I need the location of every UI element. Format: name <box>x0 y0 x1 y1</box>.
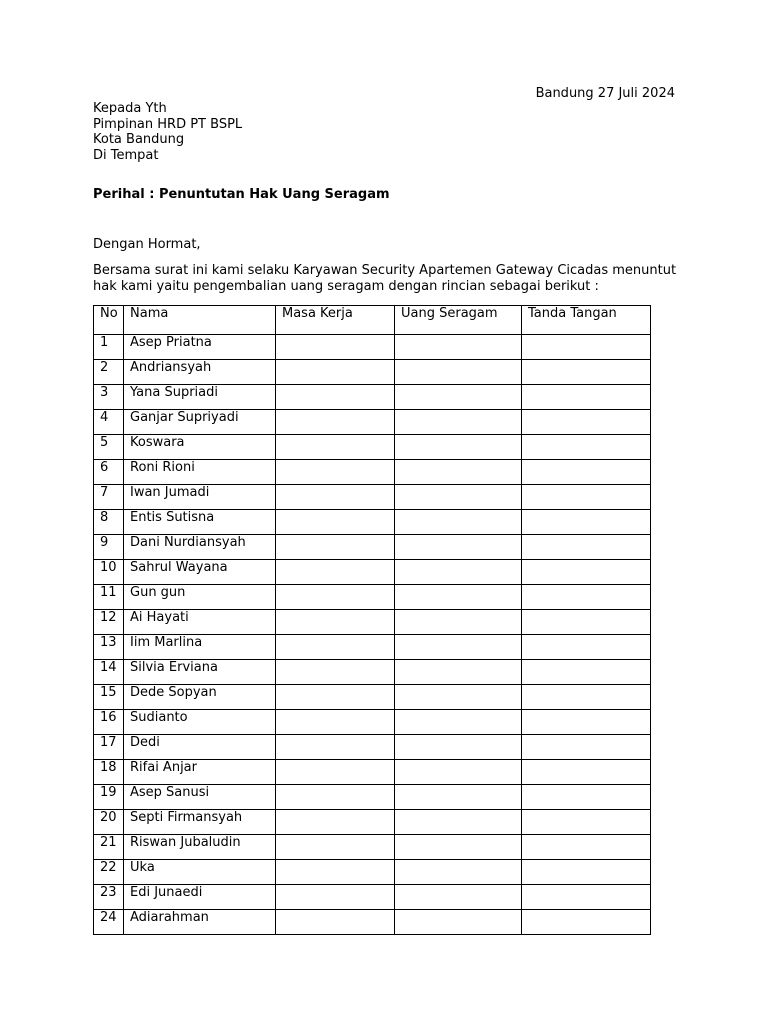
cell-uang-seragam[interactable] <box>395 610 522 635</box>
table-row <box>94 460 651 485</box>
cell-uang-seragam[interactable] <box>395 460 522 485</box>
cell-uang-seragam[interactable] <box>395 710 522 735</box>
row-name: Asep Sanusi <box>124 785 276 810</box>
header-uang-seragam: Uang Seragam <box>395 306 522 335</box>
recipient-line: Kepada Yth <box>93 101 167 116</box>
cell-uang-seragam[interactable] <box>395 360 522 385</box>
table-row <box>94 335 651 360</box>
cell-masa-kerja[interactable] <box>276 460 395 485</box>
row-number: 12 <box>94 610 124 635</box>
row-number: 7 <box>94 485 124 510</box>
cell-tanda-tangan[interactable] <box>522 560 651 585</box>
cell-masa-kerja[interactable] <box>276 660 395 685</box>
row-name: Ai Hayati <box>124 610 276 635</box>
cell-uang-seragam[interactable] <box>395 735 522 760</box>
table-row <box>94 585 651 610</box>
cell-masa-kerja[interactable] <box>276 585 395 610</box>
table-row <box>94 560 651 585</box>
cell-tanda-tangan[interactable] <box>522 635 651 660</box>
cell-uang-seragam[interactable] <box>395 635 522 660</box>
cell-masa-kerja[interactable] <box>276 335 395 360</box>
row-number: 11 <box>94 585 124 610</box>
cell-tanda-tangan[interactable] <box>522 660 651 685</box>
cell-tanda-tangan[interactable] <box>522 510 651 535</box>
row-name: Dani Nurdiansyah <box>124 535 276 560</box>
table-row <box>94 810 651 835</box>
row-name: Dede Sopyan <box>124 685 276 710</box>
table-row <box>94 635 651 660</box>
cell-masa-kerja[interactable] <box>276 860 395 885</box>
table-row <box>94 485 651 510</box>
row-name: Dedi <box>124 735 276 760</box>
cell-masa-kerja[interactable] <box>276 560 395 585</box>
cell-masa-kerja[interactable] <box>276 910 395 935</box>
cell-tanda-tangan[interactable] <box>522 410 651 435</box>
row-name: Silvia Erviana <box>124 660 276 685</box>
cell-masa-kerja[interactable] <box>276 785 395 810</box>
cell-tanda-tangan[interactable] <box>522 860 651 885</box>
cell-tanda-tangan[interactable] <box>522 835 651 860</box>
row-name: Entis Sutisna <box>124 510 276 535</box>
row-number: 15 <box>94 685 124 710</box>
letter-subject: Perihal : Penuntutan Hak Uang Seragam <box>93 187 390 202</box>
table-row <box>94 410 651 435</box>
cell-tanda-tangan[interactable] <box>522 760 651 785</box>
cell-uang-seragam[interactable] <box>395 760 522 785</box>
row-name: Edi Junaedi <box>124 885 276 910</box>
cell-uang-seragam[interactable] <box>395 685 522 710</box>
cell-tanda-tangan[interactable] <box>522 910 651 935</box>
letter-body: Bersama surat ini kami selaku Karyawan Security Apartemen Gateway Cicadas menuntut hak kami yaitu pengembalian uang seragam dengan rincian sebagai berikut : <box>93 263 677 294</box>
row-name: Sudianto <box>124 710 276 735</box>
table-row <box>94 760 651 785</box>
letter-date: Bandung 27 Juli 2024 <box>535 86 675 101</box>
cell-masa-kerja[interactable] <box>276 610 395 635</box>
header-tanda-tangan: Tanda Tangan <box>522 306 651 335</box>
row-number: 19 <box>94 785 124 810</box>
header-name: Nama <box>124 306 276 335</box>
cell-masa-kerja[interactable] <box>276 710 395 735</box>
row-name: Iwan Jumadi <box>124 485 276 510</box>
header-masa-kerja: Masa Kerja <box>276 306 395 335</box>
cell-masa-kerja[interactable] <box>276 685 395 710</box>
row-number: 23 <box>94 885 124 910</box>
cell-masa-kerja[interactable] <box>276 835 395 860</box>
table-row <box>94 910 651 935</box>
table-row <box>94 835 651 860</box>
recipient-line: Pimpinan HRD PT BSPL <box>93 116 243 132</box>
cell-uang-seragam[interactable] <box>395 560 522 585</box>
table-row <box>94 860 651 885</box>
row-number: 3 <box>94 385 124 410</box>
row-name: Roni Rioni <box>124 460 276 485</box>
cell-uang-seragam[interactable] <box>395 860 522 885</box>
row-number: 5 <box>94 435 124 460</box>
row-number: 4 <box>94 410 124 435</box>
row-name: Uka <box>124 860 276 885</box>
cell-masa-kerja[interactable] <box>276 410 395 435</box>
cell-tanda-tangan[interactable] <box>522 610 651 635</box>
cell-tanda-tangan[interactable] <box>522 535 651 560</box>
cell-uang-seragam[interactable] <box>395 535 522 560</box>
row-name: Septi Firmansyah <box>124 810 276 835</box>
cell-uang-seragam[interactable] <box>395 585 522 610</box>
cell-uang-seragam[interactable] <box>395 910 522 935</box>
cell-masa-kerja[interactable] <box>276 435 395 460</box>
cell-uang-seragam[interactable] <box>395 435 522 460</box>
cell-tanda-tangan[interactable] <box>522 710 651 735</box>
recipient-line: Di Tempat <box>93 147 159 163</box>
row-number: 16 <box>94 710 124 735</box>
row-name: Adiarahman <box>124 910 276 935</box>
cell-uang-seragam[interactable] <box>395 485 522 510</box>
row-name: Yana Supriadi <box>124 385 276 410</box>
cell-masa-kerja[interactable] <box>276 735 395 760</box>
row-number: 2 <box>94 360 124 385</box>
row-number: 22 <box>94 860 124 885</box>
cell-masa-kerja[interactable] <box>276 360 395 385</box>
letter-greeting: Dengan Hormat, <box>93 237 201 252</box>
cell-masa-kerja[interactable] <box>276 385 395 410</box>
employee-table <box>93 305 651 935</box>
row-number: 8 <box>94 510 124 535</box>
table-row <box>94 360 651 385</box>
row-number: 20 <box>94 810 124 835</box>
table-body <box>94 335 651 935</box>
table-row <box>94 685 651 710</box>
row-number: 6 <box>94 460 124 485</box>
cell-tanda-tangan[interactable] <box>522 360 651 385</box>
table-row <box>94 710 651 735</box>
cell-uang-seragam[interactable] <box>395 885 522 910</box>
cell-tanda-tangan[interactable] <box>522 810 651 835</box>
table-row <box>94 785 651 810</box>
row-name: Sahrul Wayana <box>124 560 276 585</box>
recipient-block <box>93 101 242 163</box>
cell-uang-seragam[interactable] <box>395 410 522 435</box>
row-name: Gun gun <box>124 585 276 610</box>
row-name: Rifai Anjar <box>124 760 276 785</box>
row-number: 1 <box>94 335 124 360</box>
cell-masa-kerja[interactable] <box>276 510 395 535</box>
table-row <box>94 510 651 535</box>
table-row <box>94 735 651 760</box>
table-row <box>94 610 651 635</box>
recipient-line: Kota Bandung <box>93 132 185 147</box>
cell-masa-kerja[interactable] <box>276 485 395 510</box>
cell-tanda-tangan[interactable] <box>522 460 651 485</box>
row-name: Iim Marlina <box>124 635 276 660</box>
table-row <box>94 660 651 685</box>
table-row <box>94 435 651 460</box>
cell-uang-seragam[interactable] <box>395 660 522 685</box>
row-number: 9 <box>94 535 124 560</box>
cell-tanda-tangan[interactable] <box>522 385 651 410</box>
row-name: Ganjar Supriyadi <box>124 410 276 435</box>
cell-uang-seragam[interactable] <box>395 810 522 835</box>
cell-masa-kerja[interactable] <box>276 810 395 835</box>
cell-tanda-tangan[interactable] <box>522 735 651 760</box>
row-number: 17 <box>94 735 124 760</box>
cell-masa-kerja[interactable] <box>276 885 395 910</box>
table-row <box>94 885 651 910</box>
table-header-row <box>94 306 651 335</box>
row-number: 10 <box>94 560 124 585</box>
cell-tanda-tangan[interactable] <box>522 885 651 910</box>
row-number: 13 <box>94 635 124 660</box>
cell-uang-seragam[interactable] <box>395 335 522 360</box>
row-name: Andriansyah <box>124 360 276 385</box>
row-number: 14 <box>94 660 124 685</box>
cell-tanda-tangan[interactable] <box>522 785 651 810</box>
cell-masa-kerja[interactable] <box>276 635 395 660</box>
row-name: Koswara <box>124 435 276 460</box>
header-no: No <box>94 306 124 335</box>
table-row <box>94 535 651 560</box>
row-name: Riswan Jubaludin <box>124 835 276 860</box>
cell-uang-seragam[interactable] <box>395 385 522 410</box>
cell-tanda-tangan[interactable] <box>522 685 651 710</box>
table-row <box>94 385 651 410</box>
row-number: 18 <box>94 760 124 785</box>
row-number: 21 <box>94 835 124 860</box>
cell-uang-seragam[interactable] <box>395 785 522 810</box>
row-name: Asep Priatna <box>124 335 276 360</box>
cell-tanda-tangan[interactable] <box>522 485 651 510</box>
cell-uang-seragam[interactable] <box>395 510 522 535</box>
cell-tanda-tangan[interactable] <box>522 335 651 360</box>
cell-uang-seragam[interactable] <box>395 835 522 860</box>
cell-tanda-tangan[interactable] <box>522 585 651 610</box>
cell-tanda-tangan[interactable] <box>522 435 651 460</box>
cell-masa-kerja[interactable] <box>276 535 395 560</box>
row-number: 24 <box>94 910 124 935</box>
cell-masa-kerja[interactable] <box>276 760 395 785</box>
